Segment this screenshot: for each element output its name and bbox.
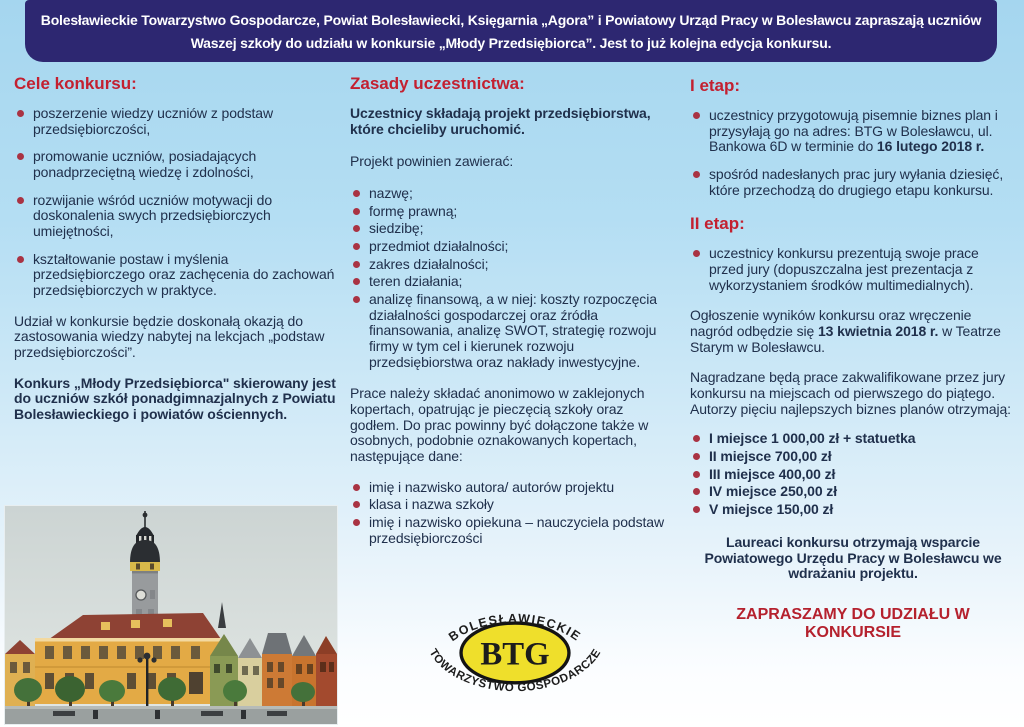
required-data-list	[350, 480, 676, 547]
invitation-text: ZAPRASZAMY DO UDZIAŁU W KONKURSIE	[736, 605, 970, 642]
stage1-list	[690, 108, 1016, 198]
list-item: imię i nazwisko opiekuna – nauczyciela podstaw przedsiębiorczości	[350, 515, 676, 546]
list-item: IV miejsce 250,00 zł	[690, 484, 1016, 500]
btg-logo-emblem	[409, 591, 621, 711]
list-item: przedmiot działalności;	[350, 239, 676, 255]
rules-intro: Uczestnicy składają projekt przedsiębiorstwa, które chcieliby uruchomić.	[350, 105, 651, 137]
list-item: uczestnicy konkursu prezentują swoje prace przed jury (dopuszczalna jest prezentacja z wykorzystaniem środków multimedialnych).	[690, 246, 1016, 293]
list-item: nazwę;	[350, 186, 676, 202]
list-item: promowanie uczniów, posiadających ponadprzeciętną wiedzę i zdolności,	[14, 149, 338, 180]
list-item: formę prawną;	[350, 204, 676, 220]
text-run: uczestnicy przygotowują pisemnie biznes plan i przysyłają go na adres: BTG w Bolesławcu, ul. Bankowa 6D w terminie do	[709, 107, 998, 155]
list-item: zakres działalności;	[350, 257, 676, 273]
stage1-heading: I etap:	[690, 76, 741, 95]
column-goals	[14, 74, 338, 423]
list-item: rozwijanie wśród uczniów motywacji do doskonalenia swych przedsiębiorczych umiejętności,	[14, 193, 338, 240]
list-item: poszerzenie wiedzy uczniów z podstaw przedsiębiorczości,	[14, 106, 338, 137]
list-item: spośród nadesłanych prac jury wyłania dziesięć, które przechodzą do drugiego etapu konkursu.	[690, 167, 1016, 198]
btg-logo	[409, 591, 621, 711]
list-item: V miejsce 150,00 zł	[690, 502, 1016, 518]
logo-arc-bottom: TOWARZYSTWO GOSPODARCZE	[426, 647, 604, 695]
list-item: I miejsce 1 000,00 zł + statuetka	[690, 431, 1016, 447]
logo-arc-top: BOLESŁAWIECKIE	[446, 611, 584, 645]
list-item: analizę finansową, a w niej: koszty rozpoczęcia działalności gospodarczej oraz źródła finansowania, analizę SWOT, strategię rozwoju firmy w tym cel i kierunek rozwoju przedsiębiorstwa oraz nakłady inwestycyjne.	[350, 292, 676, 370]
project-items-list	[350, 186, 676, 370]
deadline-date: 16 lutego 2018 r.	[876, 138, 985, 155]
results-paragraph	[690, 308, 1016, 355]
stage2-heading: II etap:	[690, 214, 745, 234]
column-rules	[350, 74, 676, 548]
awards-intro-paragraph: Nagradzane będą prace zakwalifikowane przez jury konkursu na miejscach od pierwszego do piątego. Autorzy pięciu najlepszych biznes planów otrzymają:	[690, 369, 1011, 417]
list-item: III miejsce 400,00 zł	[690, 467, 1016, 483]
prizes-list	[690, 431, 1016, 517]
list-item: kształtowanie postaw i myślenia przedsiębiorczego oraz zachęcenia do zachowań przedsiębiorczych w praktyce.	[14, 252, 338, 299]
list-item: II miejsce 700,00 zł	[690, 449, 1016, 465]
header-banner	[25, 0, 997, 62]
list-item	[690, 108, 1016, 155]
town-square-illustration	[5, 506, 337, 724]
list-item: klasa i nazwa szkoły	[350, 497, 676, 513]
banner-line-2: Waszej szkoły do udziału w konkursie „Młody Przedsiębiorca”. Jest to już kolejna edycja konkursu.	[190, 34, 832, 51]
list-item: imię i nazwisko autora/ autorów projektu	[350, 480, 676, 496]
support-paragraph: Laureaci konkursu otrzymają wsparcie Powiatowego Urzędu Pracy w Bolesławcu we wdrażaniu projektu.	[704, 533, 1002, 582]
text-run: Ogłoszenie wyników konkursu oraz wręczenie nagród odbędzie się	[690, 307, 972, 340]
text-run: w Teatrze Starym w Bolesławcu.	[690, 323, 1001, 355]
stage2-list	[690, 246, 1016, 293]
goals-heading: Cele konkursu:	[14, 74, 137, 93]
logo-abbr: BTG	[480, 636, 550, 673]
banner-line-1: Bolesławieckie Towarzystwo Gospodarcze, Powiat Bolesławiecki, Księgarnia „Agora” i Powiatowy Urząd Pracy w Bolesławcu zapraszają uczniów	[40, 11, 982, 28]
square-ground	[5, 706, 337, 724]
column-stages	[690, 76, 1016, 643]
rules-heading: Zasady uczestnictwa:	[350, 74, 525, 93]
list-item: siedzibę;	[350, 221, 676, 237]
goals-target-paragraph: Konkurs „Młody Przedsiębiorca" skierowany jest do uczniów szkół ponadgimnazjalnych z Powiatu Bolesławieckiego i powiatów ościennych.	[14, 374, 336, 423]
goals-list	[14, 106, 338, 299]
list-item: teren działania;	[350, 274, 676, 290]
submission-paragraph: Prace należy składać anonimowo w zaklejonych kopertach, opatrując je pieczęcią szkoły oraz godłem. Do prac powinny być dołączone także w osobnych, podobnie oznakowanych kopertach, następujące dane:	[350, 385, 649, 465]
town-square-photo	[4, 505, 338, 725]
awards-date: 13 kwietnia 2018 r.	[818, 323, 939, 340]
rules-list-intro: Projekt powinien zawierać:	[350, 153, 514, 170]
goals-paragraph: Udział w konkursie będzie doskonałą okazją do zastosowania wiedzy nabytej na lekcjach „podstaw przedsiębiorczości”.	[14, 312, 325, 361]
